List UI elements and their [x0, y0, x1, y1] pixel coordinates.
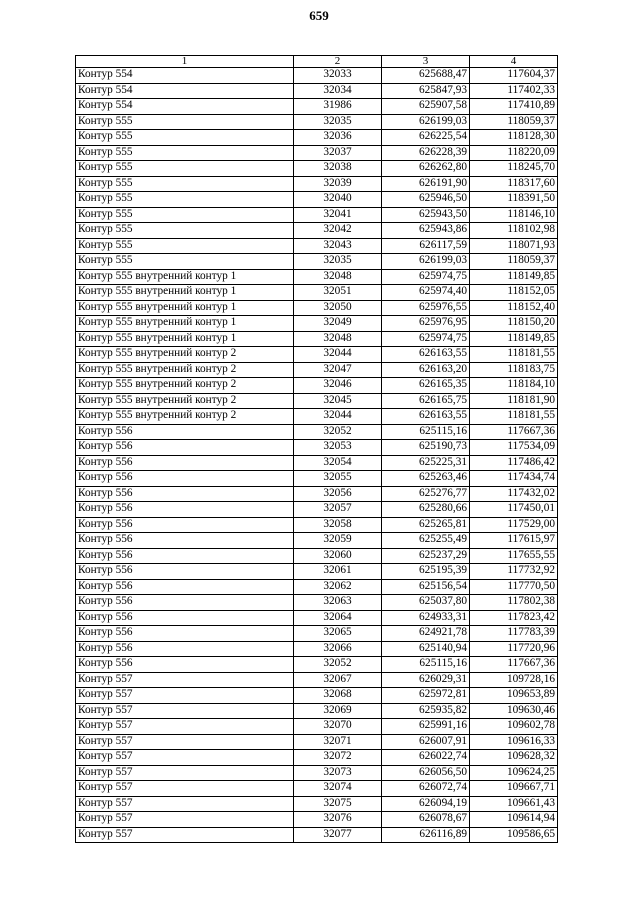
- y-coordinate-cell: 117432,02: [470, 486, 558, 502]
- point-number-cell: 32057: [294, 502, 382, 518]
- table-row: [76, 703, 558, 719]
- x-coordinate-cell: 625115,16: [382, 657, 470, 673]
- y-coordinate-cell: 109667,71: [470, 781, 558, 797]
- table-row: [76, 114, 558, 130]
- x-coordinate-cell: 625991,16: [382, 719, 470, 735]
- table-header-row: [76, 56, 558, 68]
- x-coordinate-cell: 625195,39: [382, 564, 470, 580]
- contour-name-cell: Контур 555: [76, 114, 294, 130]
- table-row: [76, 626, 558, 642]
- x-coordinate-cell: 626116,89: [382, 827, 470, 843]
- x-coordinate-cell: 625280,66: [382, 502, 470, 518]
- x-coordinate-cell: 626072,74: [382, 781, 470, 797]
- table-row: [76, 269, 558, 285]
- point-number-cell: 32042: [294, 223, 382, 239]
- table-row: [76, 750, 558, 766]
- table-row: [76, 145, 558, 161]
- y-coordinate-cell: 117732,92: [470, 564, 558, 580]
- contour-name-cell: Контур 555 внутренний контур 1: [76, 269, 294, 285]
- x-coordinate-cell: 625140,94: [382, 641, 470, 657]
- y-coordinate-cell: 117410,89: [470, 99, 558, 115]
- x-coordinate-cell: 625263,46: [382, 471, 470, 487]
- point-number-cell: 32034: [294, 83, 382, 99]
- contour-name-cell: Контур 555 внутренний контур 2: [76, 409, 294, 425]
- x-coordinate-cell: 625935,82: [382, 703, 470, 719]
- y-coordinate-cell: 118152,40: [470, 300, 558, 316]
- x-coordinate-cell: 625255,49: [382, 533, 470, 549]
- x-coordinate-cell: 625943,50: [382, 207, 470, 223]
- x-coordinate-cell: 626029,31: [382, 672, 470, 688]
- x-coordinate-cell: 626007,91: [382, 734, 470, 750]
- contour-name-cell: Контур 557: [76, 812, 294, 828]
- y-coordinate-cell: 109630,46: [470, 703, 558, 719]
- header-col-1: 1: [76, 56, 294, 68]
- point-number-cell: 32052: [294, 424, 382, 440]
- contour-name-cell: Контур 556: [76, 502, 294, 518]
- x-coordinate-cell: 626163,55: [382, 347, 470, 363]
- table-row: [76, 719, 558, 735]
- table-row: [76, 254, 558, 270]
- table-row: [76, 579, 558, 595]
- point-number-cell: 32075: [294, 796, 382, 812]
- y-coordinate-cell: 118059,37: [470, 114, 558, 130]
- y-coordinate-cell: 118220,09: [470, 145, 558, 161]
- table-row: [76, 378, 558, 394]
- point-number-cell: 32038: [294, 161, 382, 177]
- point-number-cell: 32051: [294, 285, 382, 301]
- y-coordinate-cell: 109602,78: [470, 719, 558, 735]
- contour-name-cell: Контур 555: [76, 223, 294, 239]
- point-number-cell: 32068: [294, 688, 382, 704]
- y-coordinate-cell: 118149,85: [470, 269, 558, 285]
- point-number-cell: 32035: [294, 114, 382, 130]
- contour-name-cell: Контур 556: [76, 564, 294, 580]
- contour-name-cell: Контур 556: [76, 471, 294, 487]
- x-coordinate-cell: 625847,93: [382, 83, 470, 99]
- y-coordinate-cell: 117802,38: [470, 595, 558, 611]
- contour-name-cell: Контур 555 внутренний контур 1: [76, 285, 294, 301]
- y-coordinate-cell: 118150,20: [470, 316, 558, 332]
- point-number-cell: 32050: [294, 300, 382, 316]
- y-coordinate-cell: 117783,39: [470, 626, 558, 642]
- contour-name-cell: Контур 555: [76, 161, 294, 177]
- y-coordinate-cell: 117823,42: [470, 610, 558, 626]
- contour-name-cell: Контур 557: [76, 719, 294, 735]
- y-coordinate-cell: 117667,36: [470, 657, 558, 673]
- y-coordinate-cell: 117402,33: [470, 83, 558, 99]
- x-coordinate-cell: 625276,77: [382, 486, 470, 502]
- x-coordinate-cell: 626225,54: [382, 130, 470, 146]
- y-coordinate-cell: 117667,36: [470, 424, 558, 440]
- point-number-cell: 31986: [294, 99, 382, 115]
- y-coordinate-cell: 117450,01: [470, 502, 558, 518]
- x-coordinate-cell: 626262,80: [382, 161, 470, 177]
- point-number-cell: 32060: [294, 548, 382, 564]
- x-coordinate-cell: 626165,35: [382, 378, 470, 394]
- y-coordinate-cell: 117615,97: [470, 533, 558, 549]
- x-coordinate-cell: 625976,95: [382, 316, 470, 332]
- x-coordinate-cell: 625225,31: [382, 455, 470, 471]
- point-number-cell: 32044: [294, 347, 382, 363]
- table-row: [76, 486, 558, 502]
- point-number-cell: 32035: [294, 254, 382, 270]
- point-number-cell: 32058: [294, 517, 382, 533]
- table-row: [76, 533, 558, 549]
- table-body: [76, 68, 558, 843]
- table-row: [76, 130, 558, 146]
- table-row: [76, 440, 558, 456]
- y-coordinate-cell: 109614,94: [470, 812, 558, 828]
- x-coordinate-cell: 625156,54: [382, 579, 470, 595]
- contour-name-cell: Контур 555: [76, 238, 294, 254]
- y-coordinate-cell: 118181,90: [470, 393, 558, 409]
- table-row: [76, 827, 558, 843]
- contour-name-cell: Контур 556: [76, 517, 294, 533]
- y-coordinate-cell: 118102,98: [470, 223, 558, 239]
- table-row: [76, 393, 558, 409]
- contour-name-cell: Контур 557: [76, 672, 294, 688]
- contour-name-cell: Контур 555 внутренний контур 2: [76, 393, 294, 409]
- x-coordinate-cell: 626022,74: [382, 750, 470, 766]
- point-number-cell: 32076: [294, 812, 382, 828]
- table-row: [76, 455, 558, 471]
- y-coordinate-cell: 109653,89: [470, 688, 558, 704]
- header-col-3: 3: [382, 56, 470, 68]
- point-number-cell: 32040: [294, 192, 382, 208]
- x-coordinate-cell: 626163,20: [382, 362, 470, 378]
- x-coordinate-cell: 625115,16: [382, 424, 470, 440]
- x-coordinate-cell: 626078,67: [382, 812, 470, 828]
- point-number-cell: 32036: [294, 130, 382, 146]
- header-col-2: 2: [294, 56, 382, 68]
- table-row: [76, 595, 558, 611]
- table-row: [76, 672, 558, 688]
- point-number-cell: 32046: [294, 378, 382, 394]
- contour-name-cell: Контур 555: [76, 254, 294, 270]
- point-number-cell: 32070: [294, 719, 382, 735]
- table-row: [76, 548, 558, 564]
- contour-name-cell: Контур 555: [76, 176, 294, 192]
- contour-name-cell: Контур 555 внутренний контур 2: [76, 362, 294, 378]
- point-number-cell: 32066: [294, 641, 382, 657]
- point-number-cell: 32067: [294, 672, 382, 688]
- contour-name-cell: Контур 556: [76, 486, 294, 502]
- page-number: 659: [309, 8, 329, 23]
- y-coordinate-cell: 109728,16: [470, 672, 558, 688]
- point-number-cell: 32033: [294, 68, 382, 84]
- point-number-cell: 32062: [294, 579, 382, 595]
- y-coordinate-cell: 109628,32: [470, 750, 558, 766]
- contour-name-cell: Контур 556: [76, 440, 294, 456]
- header-col-4: 4: [470, 56, 558, 68]
- table-row: [76, 176, 558, 192]
- point-number-cell: 32039: [294, 176, 382, 192]
- contour-name-cell: Контур 557: [76, 734, 294, 750]
- table-row: [76, 796, 558, 812]
- table-row: [76, 362, 558, 378]
- contour-name-cell: Контур 555 внутренний контур 2: [76, 378, 294, 394]
- contour-name-cell: Контур 556: [76, 548, 294, 564]
- y-coordinate-cell: 118071,93: [470, 238, 558, 254]
- y-coordinate-cell: 109616,33: [470, 734, 558, 750]
- contour-name-cell: Контур 556: [76, 610, 294, 626]
- y-coordinate-cell: 117604,37: [470, 68, 558, 84]
- contour-name-cell: Контур 555 внутренний контур 2: [76, 347, 294, 363]
- contour-name-cell: Контур 555: [76, 207, 294, 223]
- contour-name-cell: Контур 556: [76, 595, 294, 611]
- contour-name-cell: Контур 556: [76, 533, 294, 549]
- table-row: [76, 331, 558, 347]
- table-row: [76, 83, 558, 99]
- point-number-cell: 32069: [294, 703, 382, 719]
- point-number-cell: 32059: [294, 533, 382, 549]
- table-row: [76, 316, 558, 332]
- x-coordinate-cell: 624921,78: [382, 626, 470, 642]
- x-coordinate-cell: 625265,81: [382, 517, 470, 533]
- y-coordinate-cell: 117655,55: [470, 548, 558, 564]
- x-coordinate-cell: 625237,29: [382, 548, 470, 564]
- table-row: [76, 68, 558, 84]
- x-coordinate-cell: 626163,55: [382, 409, 470, 425]
- x-coordinate-cell: 625972,81: [382, 688, 470, 704]
- y-coordinate-cell: 117529,00: [470, 517, 558, 533]
- y-coordinate-cell: 118149,85: [470, 331, 558, 347]
- y-coordinate-cell: 118183,75: [470, 362, 558, 378]
- table-row: [76, 471, 558, 487]
- y-coordinate-cell: 118059,37: [470, 254, 558, 270]
- x-coordinate-cell: 626165,75: [382, 393, 470, 409]
- point-number-cell: 32061: [294, 564, 382, 580]
- point-number-cell: 32041: [294, 207, 382, 223]
- contour-name-cell: Контур 555 внутренний контур 1: [76, 331, 294, 347]
- contour-name-cell: Контур 557: [76, 827, 294, 843]
- y-coordinate-cell: 117486,42: [470, 455, 558, 471]
- x-coordinate-cell: 625190,73: [382, 440, 470, 456]
- point-number-cell: 32072: [294, 750, 382, 766]
- point-number-cell: 32049: [294, 316, 382, 332]
- contour-name-cell: Контур 555: [76, 145, 294, 161]
- y-coordinate-cell: 118245,70: [470, 161, 558, 177]
- table-row: [76, 347, 558, 363]
- point-number-cell: 32053: [294, 440, 382, 456]
- point-number-cell: 32048: [294, 269, 382, 285]
- table-row: [76, 564, 558, 580]
- table-row: [76, 409, 558, 425]
- table-row: [76, 285, 558, 301]
- y-coordinate-cell: 109586,65: [470, 827, 558, 843]
- x-coordinate-cell: 626056,50: [382, 765, 470, 781]
- table-row: [76, 238, 558, 254]
- y-coordinate-cell: 117720,96: [470, 641, 558, 657]
- contour-name-cell: Контур 555 внутренний контур 1: [76, 316, 294, 332]
- table-row: [76, 657, 558, 673]
- contour-name-cell: Контур 556: [76, 657, 294, 673]
- contour-name-cell: Контур 555: [76, 130, 294, 146]
- contour-name-cell: Контур 555: [76, 192, 294, 208]
- x-coordinate-cell: 625974,75: [382, 331, 470, 347]
- table-row: [76, 610, 558, 626]
- point-number-cell: 32043: [294, 238, 382, 254]
- point-number-cell: 32055: [294, 471, 382, 487]
- table-row: [76, 223, 558, 239]
- point-number-cell: 32065: [294, 626, 382, 642]
- contour-name-cell: Контур 556: [76, 455, 294, 471]
- y-coordinate-cell: 118146,10: [470, 207, 558, 223]
- table-row: [76, 161, 558, 177]
- point-number-cell: 32054: [294, 455, 382, 471]
- y-coordinate-cell: 109624,25: [470, 765, 558, 781]
- x-coordinate-cell: 625976,55: [382, 300, 470, 316]
- point-number-cell: 32073: [294, 765, 382, 781]
- coordinates-table: [75, 55, 558, 843]
- y-coordinate-cell: 117434,74: [470, 471, 558, 487]
- point-number-cell: 32064: [294, 610, 382, 626]
- point-number-cell: 32047: [294, 362, 382, 378]
- table-row: [76, 207, 558, 223]
- table-row: [76, 99, 558, 115]
- point-number-cell: 32071: [294, 734, 382, 750]
- point-number-cell: 32077: [294, 827, 382, 843]
- point-number-cell: 32037: [294, 145, 382, 161]
- y-coordinate-cell: 118184,10: [470, 378, 558, 394]
- contour-name-cell: Контур 554: [76, 99, 294, 115]
- contour-name-cell: Контур 557: [76, 765, 294, 781]
- contour-name-cell: Контур 557: [76, 781, 294, 797]
- table-row: [76, 517, 558, 533]
- contour-name-cell: Контур 557: [76, 750, 294, 766]
- point-number-cell: 32052: [294, 657, 382, 673]
- x-coordinate-cell: 625037,80: [382, 595, 470, 611]
- point-number-cell: 32056: [294, 486, 382, 502]
- contour-name-cell: Контур 557: [76, 703, 294, 719]
- y-coordinate-cell: 117770,50: [470, 579, 558, 595]
- point-number-cell: 32045: [294, 393, 382, 409]
- point-number-cell: 32074: [294, 781, 382, 797]
- y-coordinate-cell: 109661,43: [470, 796, 558, 812]
- point-number-cell: 32063: [294, 595, 382, 611]
- x-coordinate-cell: 625688,47: [382, 68, 470, 84]
- x-coordinate-cell: 625943,86: [382, 223, 470, 239]
- table-row: [76, 688, 558, 704]
- x-coordinate-cell: 626199,03: [382, 114, 470, 130]
- contour-name-cell: Контур 556: [76, 641, 294, 657]
- contour-name-cell: Контур 557: [76, 688, 294, 704]
- table-row: [76, 300, 558, 316]
- contour-name-cell: Контур 556: [76, 424, 294, 440]
- contour-name-cell: Контур 555 внутренний контур 1: [76, 300, 294, 316]
- x-coordinate-cell: 626117,59: [382, 238, 470, 254]
- contour-name-cell: Контур 557: [76, 796, 294, 812]
- y-coordinate-cell: 118152,05: [470, 285, 558, 301]
- y-coordinate-cell: 118181,55: [470, 409, 558, 425]
- table-row: [76, 502, 558, 518]
- x-coordinate-cell: 624933,31: [382, 610, 470, 626]
- table-row: [76, 765, 558, 781]
- table-row: [76, 781, 558, 797]
- table-row: [76, 812, 558, 828]
- point-number-cell: 32048: [294, 331, 382, 347]
- table-row: [76, 641, 558, 657]
- contour-name-cell: Контур 554: [76, 68, 294, 84]
- y-coordinate-cell: 118317,60: [470, 176, 558, 192]
- y-coordinate-cell: 118391,50: [470, 192, 558, 208]
- x-coordinate-cell: 626199,03: [382, 254, 470, 270]
- x-coordinate-cell: 625907,58: [382, 99, 470, 115]
- x-coordinate-cell: 626094,19: [382, 796, 470, 812]
- contour-name-cell: Контур 556: [76, 579, 294, 595]
- table-row: [76, 734, 558, 750]
- x-coordinate-cell: 625974,75: [382, 269, 470, 285]
- contour-name-cell: Контур 556: [76, 626, 294, 642]
- x-coordinate-cell: 626228,39: [382, 145, 470, 161]
- y-coordinate-cell: 118128,30: [470, 130, 558, 146]
- x-coordinate-cell: 626191,90: [382, 176, 470, 192]
- contour-name-cell: Контур 554: [76, 83, 294, 99]
- x-coordinate-cell: 625946,50: [382, 192, 470, 208]
- table-row: [76, 424, 558, 440]
- y-coordinate-cell: 117534,09: [470, 440, 558, 456]
- table-row: [76, 192, 558, 208]
- x-coordinate-cell: 625974,40: [382, 285, 470, 301]
- point-number-cell: 32044: [294, 409, 382, 425]
- y-coordinate-cell: 118181,55: [470, 347, 558, 363]
